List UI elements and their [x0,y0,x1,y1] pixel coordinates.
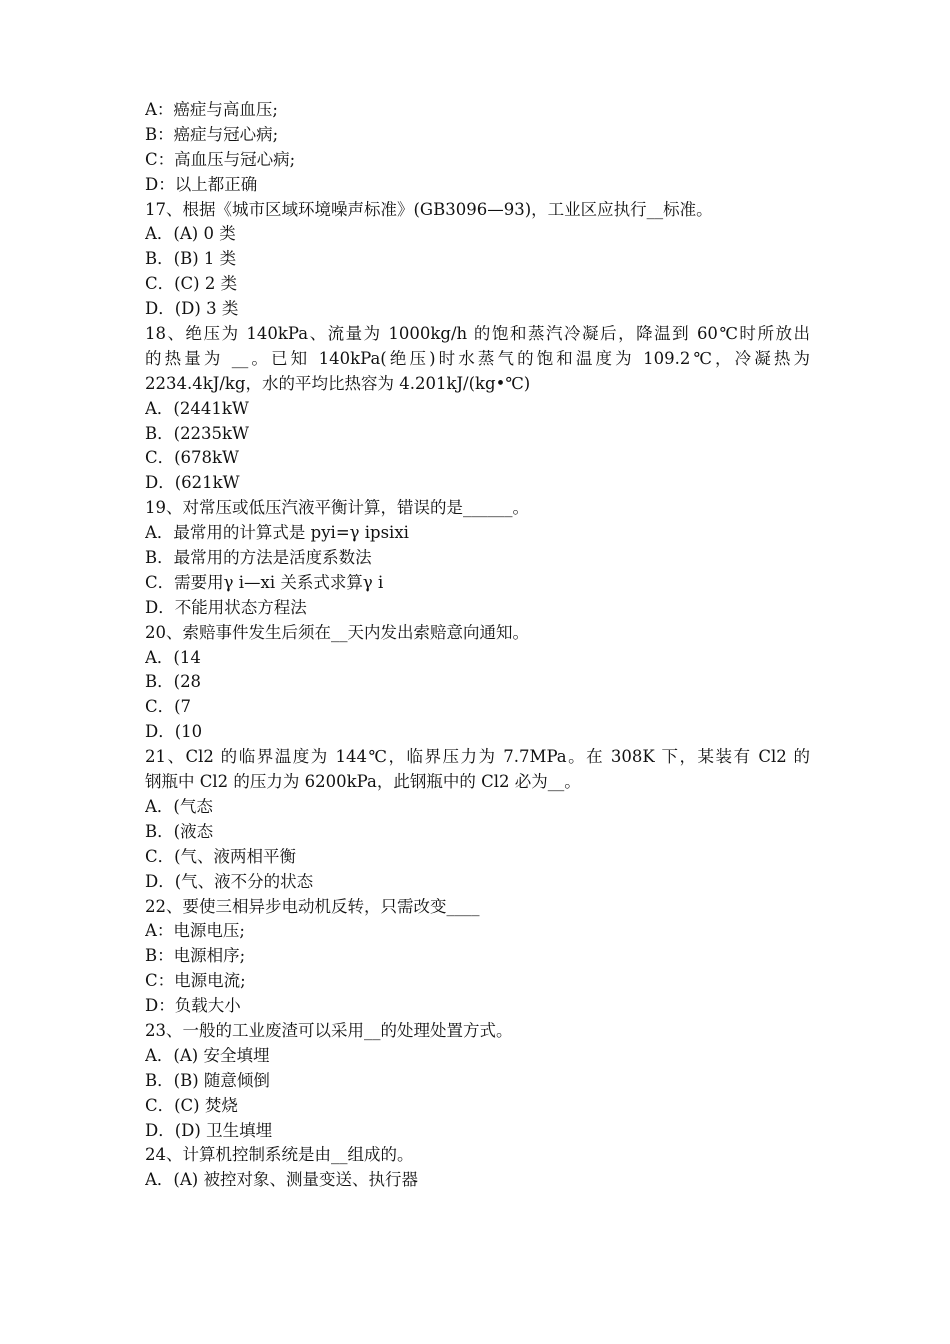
text-line: B．(液态 [145,821,214,841]
text-line: D：以上都正确 [145,174,258,194]
text-line: 22、要使三相异步电动机反转，只需改变____ [145,896,480,916]
text-line: A．(2441kW [145,398,249,418]
text-line: A．(气态 [145,796,213,816]
text-line: A：电源电压; [145,921,245,941]
text-line: A．(A) 被控对象、测量变送、执行器 [145,1170,418,1190]
text-line: D．(621kW [145,473,240,493]
text-line: C．(7 [145,697,192,717]
text-line: A：癌症与高血压; [145,100,278,119]
text-line: 17、根据《城市区域环境噪声标准》(GB3096—93)，工业区应执行__标准。 [145,199,713,219]
document-page [145,98,810,1193]
text-line: B．(2235kW [145,423,250,443]
text-line: C．需要用γ i—xi 关系式求算γ i [145,572,384,592]
text-line: 的热量为 __。已知 140kPa(绝压)时水蒸气的饱和温度为 109.2℃，冷凝热为 [145,348,810,368]
text-line: A．(A) 安全填埋 [145,1045,270,1065]
text-line: D：负载大小 [145,996,241,1016]
text-line: D．(D) 3 类 [145,299,239,319]
text-line: 19、对常压或低压汽液平衡计算，错误的是______。 [145,498,529,518]
text-line: C．(C) 2 类 [145,274,238,294]
text-line: C：高血压与冠心病; [145,149,296,169]
text-line: D．(气、液不分的状态 [145,871,314,891]
text-line: 21、Cl2 的临界温度为 144℃，临界压力为 7.7MPa。在 308K 下，某装有 Cl2 的 [145,747,810,767]
text-line: B．(B) 随意倾倒 [145,1070,270,1090]
text-line: 2234.4kJ/kg，水的平均比热容为 4.201kJ/(kg•℃) [145,373,531,393]
text-line: B．(B) 1 类 [145,249,237,269]
text-line: D．不能用状态方程法 [145,597,307,617]
text-line: C：电源电流; [145,971,246,991]
text-line: B．最常用的方法是活度系数法 [145,548,372,568]
text-line: C．(678kW [145,448,240,468]
text-line: B．(28 [145,672,202,692]
text-line: D．(D) 卫生填埋 [145,1120,273,1140]
text-line: B：电源相序; [145,946,246,966]
text-line: C．(气、液两相平衡 [145,846,297,866]
text-line: 钢瓶中 Cl2 的压力为 6200kPa，此钢瓶中的 Cl2 必为__。 [145,772,581,792]
text-line: 24、计算机控制系统是由__组成的。 [145,1145,414,1165]
text-line: A．(14 [145,647,201,667]
text-line: 23、一般的工业废渣可以采用__的处理处置方式。 [145,1020,513,1040]
text-line: A．(A) 0 类 [145,224,236,244]
text-line: B：癌症与冠心病; [145,124,279,144]
text-line: A．最常用的计算式是 pyi=γ ipsixi [145,523,409,543]
text-line: D．(10 [145,722,203,742]
text-line: 18、绝压为 140kPa、流量为 1000kg/h 的饱和蒸汽冷凝后，降温到 60℃时所放出 [145,324,810,344]
text-line: C．(C) 焚烧 [145,1095,238,1115]
text-line: 20、索赔事件发生后须在__天内发出索赔意向通知。 [145,622,529,642]
